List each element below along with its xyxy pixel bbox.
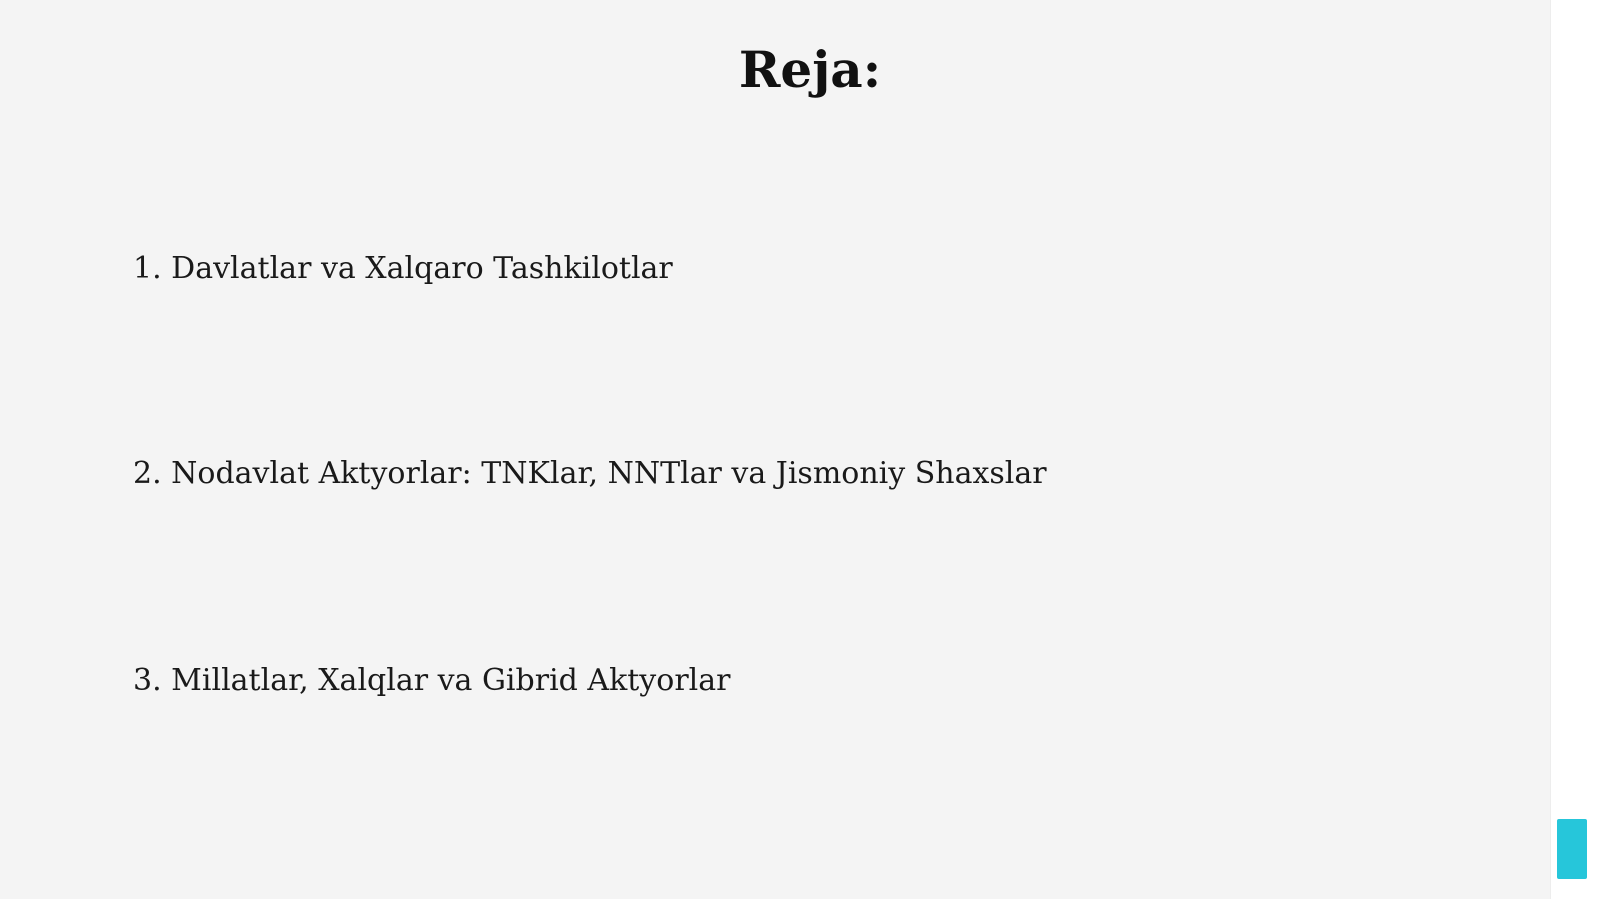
scrollbar-track[interactable]	[1550, 0, 1600, 899]
plan-item-3: 3. Millatlar, Xalqlar va Gibrid Aktyorlar	[133, 663, 731, 698]
plan-item-2: 2. Nodavlat Aktyorlar: TNKlar, NNTlar va Jismoniy Shaxslar	[133, 456, 1047, 491]
slide-title: Reja:	[738, 40, 882, 99]
plan-item-1: 1. Davlatlar va Xalqaro Tashkilotlar	[133, 251, 673, 286]
scrollbar-thumb[interactable]	[1557, 819, 1587, 879]
